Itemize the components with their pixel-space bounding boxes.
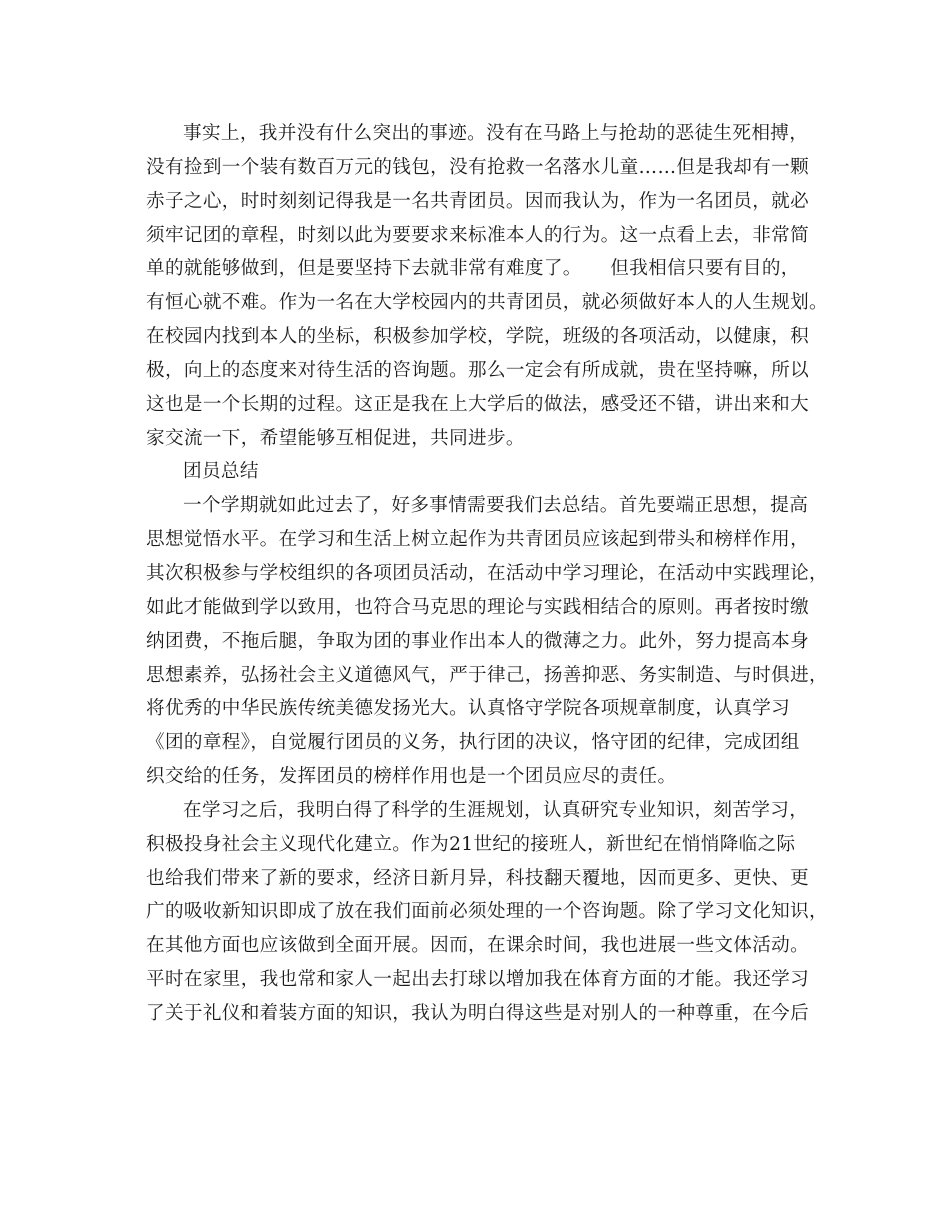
text-line: 将优秀的中华民族传统美德发扬光大。认真恪守学院各项规章制度，认真学习 xyxy=(146,698,791,720)
text-line: 纳团费，不拖后腿，争取为团的事业作出本人的微薄之力。此外，努力提高本身 xyxy=(146,630,810,652)
text-line: 如此才能做到学以致用，也符合马克思的理论与实践相结合的原则。再者按时缴 xyxy=(146,596,810,618)
text-line: 赤子之心，时时刻刻记得我是一名共青团员。因而我认为，作为一名团员，就必 xyxy=(146,190,810,212)
text-line: 积极投身社会主义现代化建立。作为21世纪的接班人，新世纪在悄悄降临之际 xyxy=(146,833,796,855)
text-line: 团员总结 xyxy=(183,461,259,483)
document-body xyxy=(146,117,828,1031)
text-line: 一个学期就如此过去了，好多事情需要我们去总结。首先要端正思想，提高 xyxy=(183,495,809,517)
text-line: 平时在家里，我也常和家人一起出去打球以增加我在体育方面的才能。我还学习 xyxy=(146,969,810,991)
text-line: 事实上，我并没有什么突出的事迹。没有在马路上与抢劫的恶徒生死相搏， xyxy=(183,123,809,144)
text-line: 也给我们带来了新的要求，经济日新月异，科技翻天覆地，因而更多、更快、更 xyxy=(146,867,810,889)
text-line: 思想觉悟水平。在学习和生活上树立起作为共青团员应该起到带头和榜样作用， xyxy=(146,529,810,551)
text-line: 织交给的任务，发挥团员的榜样作用也是一个团员应尽的责任。 xyxy=(146,766,677,788)
text-line: 没有捡到一个装有数百万元的钱包，没有抢救一名落水儿童……但是我却有一颗 xyxy=(146,156,810,178)
text-line: 在校园内找到本人的坐标，积极参加学校，学院，班级的各项活动，以健康，积 xyxy=(146,326,810,348)
text-line: 思想素养，弘扬社会主义道德风气，严于律己，扬善抑恶、务实制造、与时俱进， xyxy=(146,664,828,686)
text-line: 单的就能够做到，但是要坚持下去就非常有难度了。 但我相信只要有目的， xyxy=(146,258,800,280)
text-line: 家交流一下，希望能够互相促进，共同进步。 xyxy=(146,427,525,449)
text-line: 了关于礼仪和着装方面的知识，我认为明白得这些是对别人的一种尊重，在今后 xyxy=(146,1002,810,1024)
text-line: 须牢记团的章程，时刻以此为要要求来标准本人的行为。这一点看上去，非常简 xyxy=(146,224,810,246)
text-line: 在其他方面也应该做到全面开展。因而，在课余时间，我也进展一些文体活动。 xyxy=(146,935,810,957)
text-line: 在学习之后，我明白得了科学的生涯规划，认真研究专业知识，刻苦学习， xyxy=(183,799,809,821)
text-line: 这也是一个长期的过程。这正是我在上大学后的做法，感受还不错，讲出来和大 xyxy=(146,393,810,415)
text-line: 其次积极参与学校组织的各项团员活动，在活动中学习理论，在活动中实践理论， xyxy=(146,562,828,584)
text-line: 《团的章程》，自觉履行团员的义务，执行团的决议，恪守团的纪律，完成团组 xyxy=(146,732,800,754)
text-line: 有恒心就不难。作为一名在大学校园内的共青团员，就必须做好本人的人生规划。 xyxy=(146,292,828,314)
text-line: 极，向上的态度来对待生活的咨询题。那么一定会有所成就，贵在坚持嘛，所以 xyxy=(146,359,810,381)
text-line: 广的吸收新知识即成了放在我们面前必须处理的一个咨询题。除了学习文化知识， xyxy=(146,901,828,923)
